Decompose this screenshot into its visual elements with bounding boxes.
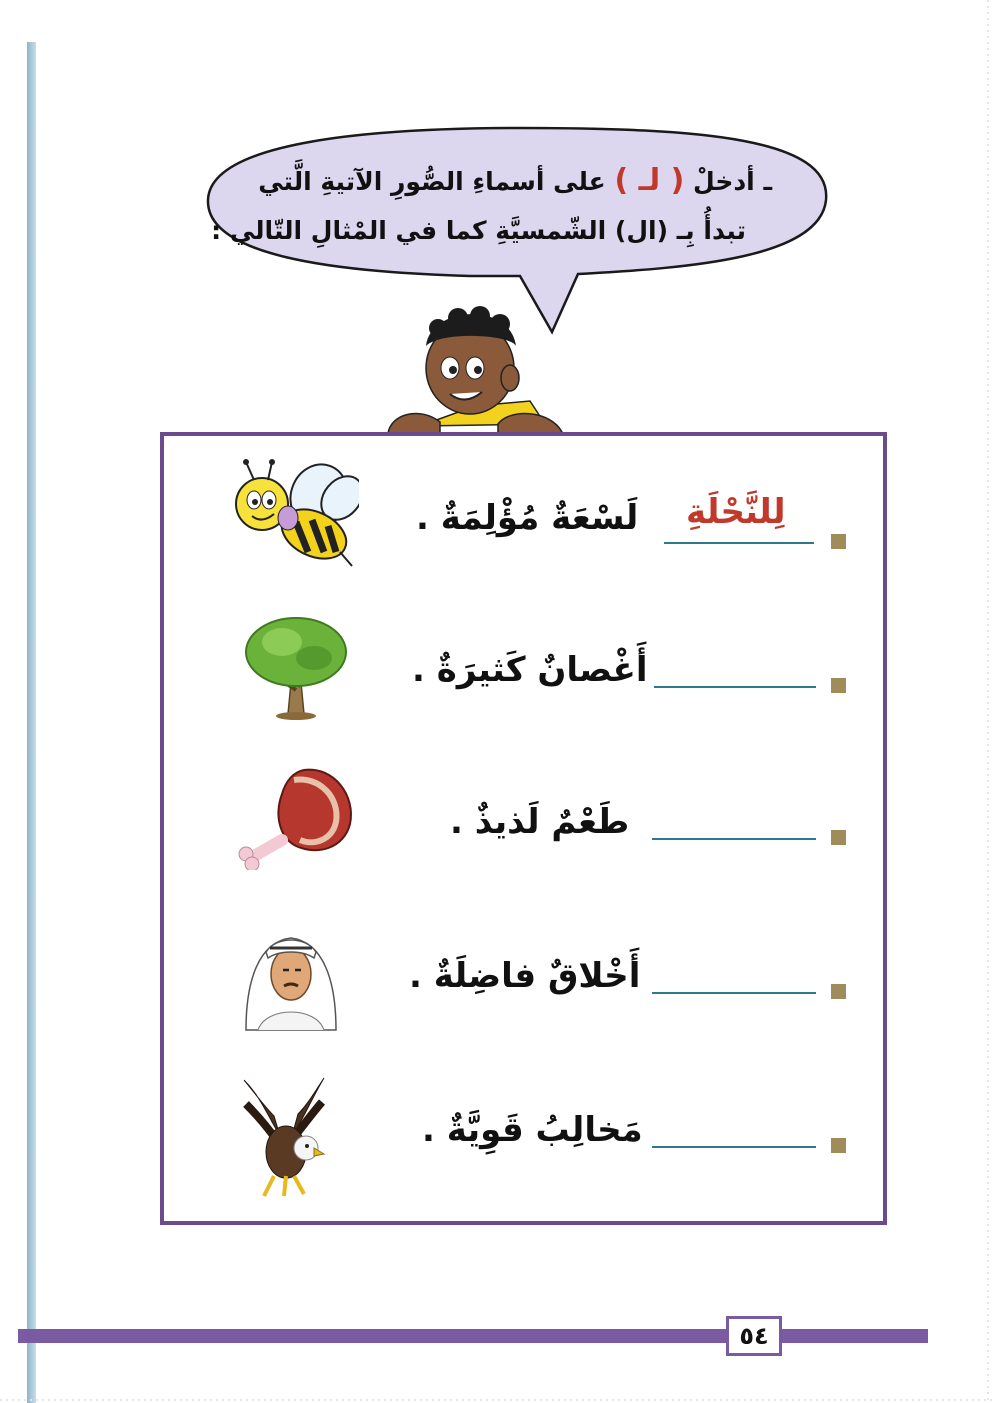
- bullet-square: [831, 534, 846, 549]
- exercise-row: [164, 1076, 883, 1186]
- boy-icon: [380, 306, 570, 446]
- sentence-text: مَخالِبُ قَوِيَّةٌ .: [422, 1110, 643, 1150]
- exercise-row: [164, 612, 883, 722]
- bullet-square: [831, 830, 846, 845]
- man-icon: [236, 922, 346, 1032]
- page-edge-dots-bottom: [0, 1399, 992, 1401]
- tree-icon: [242, 612, 352, 722]
- answer-blank[interactable]: [654, 686, 816, 688]
- sentence-text: لَسْعَةٌ مُؤْلِمَةٌ .: [416, 498, 639, 538]
- instruction-line-2: تبدأُ بِـ (ال) الشّمسيَّةِ كما في المْثالِ التّالي :: [211, 216, 746, 245]
- exercise-row: [164, 456, 883, 566]
- exercise-panel: [160, 432, 887, 1225]
- meat-icon: [234, 766, 358, 870]
- answer-blank[interactable]: [664, 542, 814, 544]
- footer-bar: [18, 1329, 928, 1343]
- instruction-line-1: [258, 163, 772, 198]
- answer-text: لِلنَّحْلَةِ: [686, 492, 786, 532]
- letter-lam: ( لـ ): [614, 163, 685, 198]
- bullet-square: [831, 984, 846, 999]
- page-number: ٥٤: [726, 1316, 782, 1356]
- instruction-part-1: ـ أدخلْ: [693, 167, 772, 196]
- bullet-square: [831, 1138, 846, 1153]
- eagle-icon: [234, 1076, 334, 1202]
- sentence-text: أَخْلاقٌ فاضِلَةٌ .: [409, 956, 641, 996]
- bullet-square: [831, 678, 846, 693]
- sentence-text: أَغْصانٌ كَثيرَةٌ .: [412, 650, 648, 690]
- answer-blank[interactable]: [652, 1146, 816, 1148]
- instruction-part-2: على أسماءِ الصُّورِ الآتيةِ الَّتي: [258, 167, 606, 196]
- answer-blank[interactable]: [652, 838, 816, 840]
- exercise-row: [164, 922, 883, 1032]
- sentence-text: طَعْمٌ لَذيذٌ .: [450, 802, 630, 842]
- answer-blank[interactable]: [652, 992, 816, 994]
- bee-icon: [224, 456, 359, 576]
- exercise-row: [164, 766, 883, 876]
